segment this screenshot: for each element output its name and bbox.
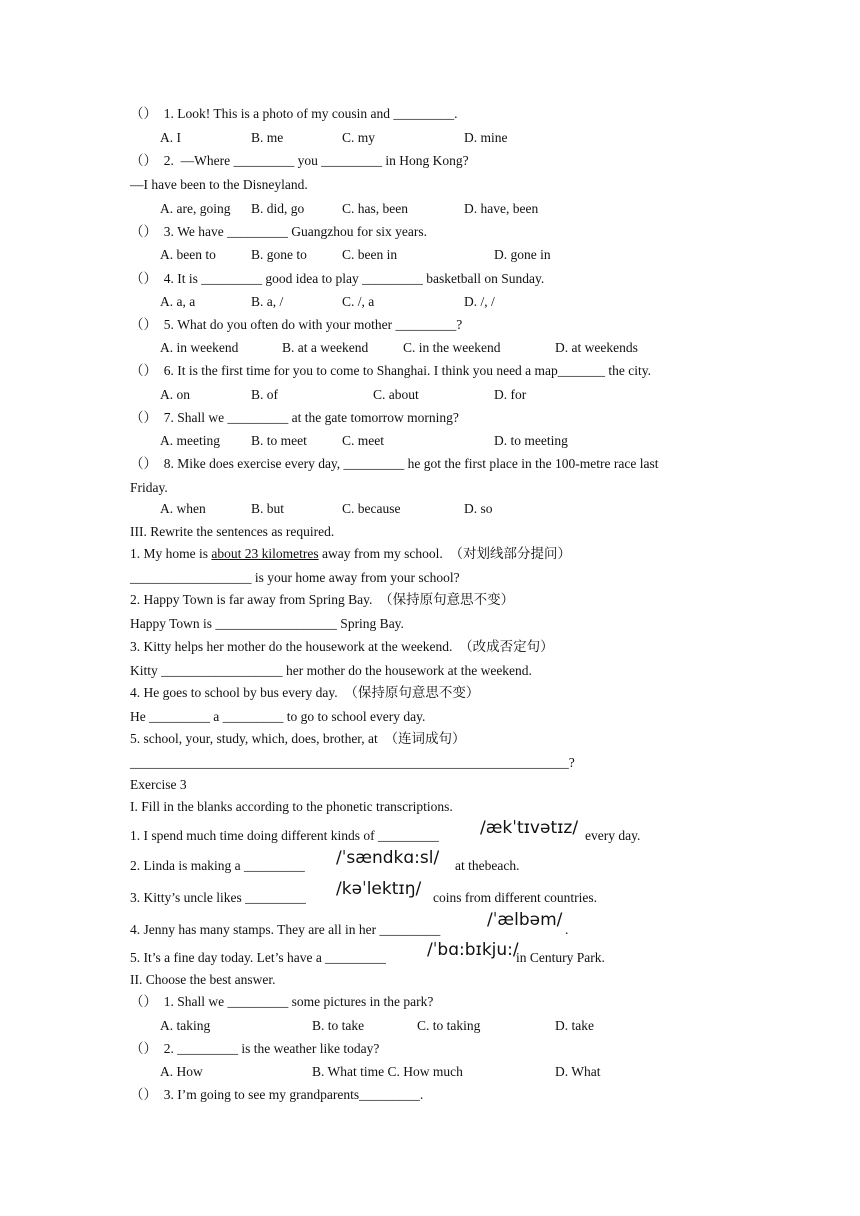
option-a: A. been to [160, 247, 216, 262]
option-c: C. because [342, 501, 401, 516]
phonetic-question: 5. It’s a fine day today. Let’s have a _________ [130, 950, 386, 965]
rewrite-prompt: 3. Kitty helps her mother do the housework at the weekend. （改成否定句） [130, 639, 554, 654]
question-stem: （） 3. I’m going to see my grandparents_________. [130, 1087, 424, 1102]
option-b: B. of [251, 387, 278, 402]
section-heading: III. Rewrite the sentences as required. [130, 524, 335, 539]
phonetic-transcription: /ækˈtɪvətɪz/ [480, 818, 579, 838]
question-stem: （） 6. It is the first time for you to come to Shanghai. I think you need a map_______ the city. [130, 363, 652, 378]
question-stem: （） 5. What do you often do with your mother _________? [130, 317, 463, 332]
question-stem: （） 2. _________ is the weather like today? [130, 1041, 380, 1056]
exercise-title: Exercise 3 [130, 777, 187, 792]
option-c: C. in the weekend [403, 340, 501, 355]
answer-line: He _________ a _________ to go to school every day. [130, 709, 426, 724]
section-heading: II. Choose the best answer. [130, 972, 276, 987]
rewrite-prompt: 2. Happy Town is far away from Spring Bay. （保持原句意思不变） [130, 592, 515, 607]
prompt-text: away from my school. （对划线部分提问） [318, 546, 571, 561]
phonetic-question: 3. Kitty’s uncle likes _________ [130, 890, 306, 905]
option-a: A. on [160, 387, 190, 402]
option-b-c: B. What time C. How much [312, 1064, 463, 1079]
answer-line: __________________ is your home away from your school? [130, 570, 460, 585]
option-d: D. for [494, 387, 527, 402]
phonetic-transcription: /ˈælbəm/ [487, 910, 563, 930]
phonetic-transcription: /kəˈlektɪŋ/ [336, 879, 422, 899]
option-b: B. but [251, 501, 285, 516]
option-b: B. a, / [251, 294, 284, 309]
option-a: A. a, a [160, 294, 196, 309]
rewrite-prompt: 5. school, your, study, which, does, brother, at （连词成句） [130, 731, 466, 746]
option-d: D. /, / [464, 294, 495, 309]
option-d: D. What [555, 1064, 601, 1079]
phonetic-question-end: every day. [585, 828, 641, 843]
question-continuation: —I have been to the Disneyland. [130, 177, 308, 192]
option-d: D. at weekends [555, 340, 638, 355]
option-c: C. been in [342, 247, 398, 262]
option-a: A. in weekend [160, 340, 239, 355]
answer-line: Happy Town is __________________ Spring Bay. [130, 616, 404, 631]
question-continuation: Friday. [130, 480, 168, 495]
phonetic-transcription: /ˈsændkɑ:sl/ [336, 848, 440, 868]
option-a: A. meeting [160, 433, 220, 448]
answer-line: Kitty __________________ her mother do the housework at the weekend. [130, 663, 532, 678]
option-b: B. gone to [251, 247, 307, 262]
phonetic-question: 2. Linda is making a _________ [130, 858, 305, 873]
option-b: B. at a weekend [282, 340, 369, 355]
option-d: D. so [464, 501, 493, 516]
option-b: B. did, go [251, 201, 305, 216]
option-d: D. gone in [494, 247, 551, 262]
option-c: C. about [373, 387, 419, 402]
phonetic-question-end: at thebeach. [455, 858, 520, 873]
option-d: D. take [555, 1018, 594, 1033]
option-d: D. have, been [464, 201, 539, 216]
underlined-part: about 23 kilometres [211, 546, 319, 561]
option-c: C. to taking [417, 1018, 481, 1033]
option-b: B. to take [312, 1018, 365, 1033]
question-stem: （） 2. —Where _________ you _________ in Hong Kong? [130, 153, 469, 168]
prompt-text: 1. My home is [130, 546, 212, 561]
phonetic-question-end: coins from different countries. [433, 890, 597, 905]
option-d: D. mine [464, 130, 508, 145]
option-a: A. I [160, 130, 181, 145]
option-c: C. my [342, 130, 376, 145]
option-c: C. has, been [342, 201, 408, 216]
option-a: A. are, going [160, 201, 231, 216]
option-c: C. meet [342, 433, 384, 448]
option-a: A. How [160, 1064, 203, 1079]
option-c: C. /, a [342, 294, 375, 309]
phonetic-question: 1. I spend much time doing different kinds of _________ [130, 828, 439, 843]
section-heading: I. Fill in the blanks according to the phonetic transcriptions. [130, 799, 453, 814]
option-b: B. to meet [251, 433, 307, 448]
option-a: A. when [160, 501, 206, 516]
rewrite-prompt: 4. He goes to school by bus every day. （保持原句意思不变） [130, 685, 480, 700]
rewrite-prompt [130, 546, 571, 562]
option-a: A. taking [160, 1018, 211, 1033]
phonetic-question-end: in Century Park. [516, 950, 605, 965]
answer-line: _________________________________________________________________? [130, 755, 575, 770]
question-stem: （） 8. Mike does exercise every day, _________ he got the first place in the 100-metre race last [130, 456, 659, 471]
phonetic-question-end: . [565, 922, 569, 937]
phonetic-transcription: /ˈbɑ:bɪkju:/ [427, 940, 519, 960]
question-stem: （） 1. Look! This is a photo of my cousin and _________. [130, 106, 458, 121]
question-stem: （） 3. We have _________ Guangzhou for six years. [130, 224, 427, 239]
question-stem: （） 1. Shall we _________ some pictures in the park? [130, 994, 434, 1009]
phonetic-question: 4. Jenny has many stamps. They are all in her _________ [130, 922, 441, 937]
option-b: B. me [251, 130, 284, 145]
question-stem: （） 4. It is _________ good idea to play _________ basketball on Sunday. [130, 271, 545, 286]
option-d: D. to meeting [494, 433, 568, 448]
question-stem: （） 7. Shall we _________ at the gate tomorrow morning? [130, 410, 459, 425]
